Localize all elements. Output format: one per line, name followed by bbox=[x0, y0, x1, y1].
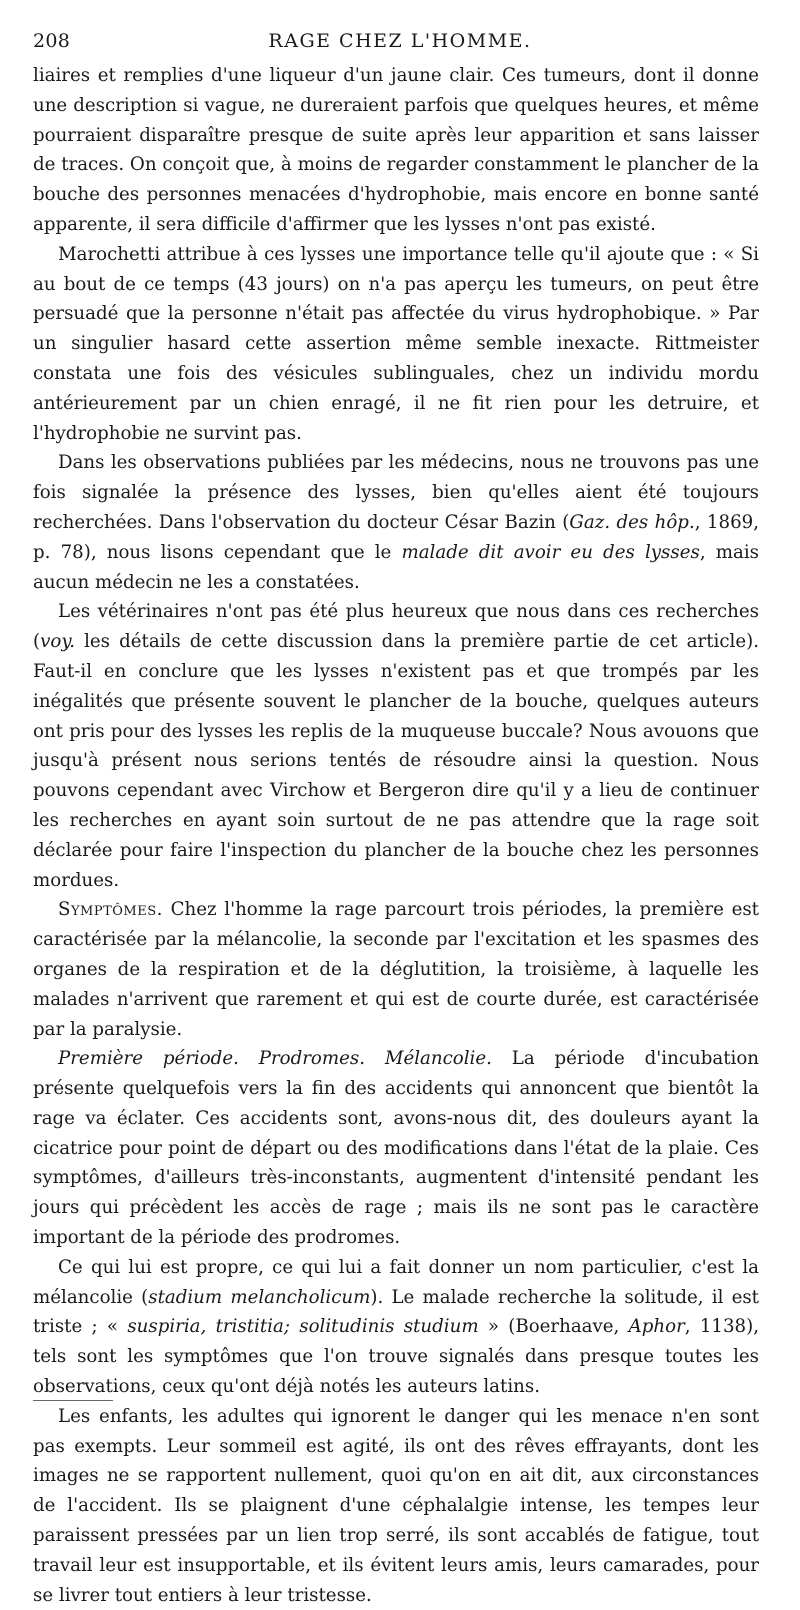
paragraph-symptomes bbox=[33, 895, 759, 1044]
paragraph-veterinaires bbox=[33, 597, 759, 895]
page-number: 208 bbox=[33, 30, 71, 52]
text-run: » (Boerhaave, bbox=[478, 1316, 629, 1338]
text-run: Chez l'homme la rage parcourt trois périodes, la première est caractérisée par la mélancolie, la seconde par l'excitation et les spasmes des organes de la respiration et de la déglutition, la troisième, à laquelle les malades n'arrivent que rarement et qui est de courte durée, est caractérisée par la paralysie. bbox=[33, 899, 759, 1040]
text-run: les détails de cette discussion dans la première partie de cet article). Faut-il en conclure que les lysses n'existent pas et que trompés par les inégalités que présente souvent le plancher de la bouche, quelques auteurs ont pris pour des lysses les replis de la muqueuse buccale? Nous avouons que jusqu'à présent nous serions tentés de résoudre ainsi la question. Nous pouvons cependant avec Virchow et Bergeron dire qu'il y a lieu de continuer les recherches en ayant soin surtout de ne pas attendre que la rage soit déclarée pour faire l'inspection du plancher de la bouche chez les personnes mordues. bbox=[33, 631, 759, 891]
latin-quote: suspiria, tristitia; solitudinis studium bbox=[127, 1316, 479, 1338]
text-run: Ce qui lui est propre, ce qui lui a fait donner un nom particulier, c'est la mélancolie ( bbox=[33, 1256, 759, 1308]
body-text bbox=[33, 61, 759, 1610]
text-run: , 1869, p. 78), nous lisons cependant que le bbox=[33, 511, 759, 563]
paragraph-observations bbox=[33, 448, 759, 597]
paragraph-enfants: Les enfants, les adultes qui ignorent le danger qui les menace n'en sont pas exempts. Leur sommeil est agité, ils ont des rêves effrayants, dont les images ne se rapportent nullement, quoi qu'on en ait dit, aux circonstances de l'accident. Ils se plaignent d'une céphalalgie intense, les tempes leur paraissent pressées par un lien trop serré, ils sont accablés de fatigue, tout travail leur est insupportable, et ils évitent leurs amis, leurs camarades, pour se livrer tout entiers à leur tristesse. bbox=[33, 1405, 759, 1606]
running-title: RAGE CHEZ L'HOMME. bbox=[268, 30, 532, 52]
citation-aphor: Aphor bbox=[628, 1316, 685, 1338]
end-rule bbox=[33, 1400, 113, 1405]
text-run: ). Le malade recherche la solitude, il est triste ; « bbox=[33, 1286, 759, 1338]
text-run: Les vétérinaires n'ont pas été plus heureux que nous dans ces recherches ( bbox=[33, 601, 759, 653]
text-run: La période d'incubation présente quelquefois vers la fin des accidents qui annoncent que bientôt la rage va éclater. Ces accidents sont, avons-nous dit, des douleurs ayant la cicatrice pour point de départ ou des modifications dans l'état de la plaie. Ces symptômes, d'ailleurs très-inconstants, augmentent d'intensité pendant les jours qui précèdent les accès de rage ; mais ils ne sont pas le caractère important de la période des prodromes. bbox=[33, 1048, 759, 1249]
latin-term: stadium melancholicum bbox=[148, 1286, 371, 1308]
paragraph-melancolie bbox=[33, 1253, 759, 1402]
citation-journal: Gaz. des hôp. bbox=[569, 511, 695, 533]
quoted-phrase: malade dit avoir eu des lysses bbox=[401, 541, 700, 563]
running-head bbox=[33, 30, 767, 60]
italic-voy: voy. bbox=[40, 631, 75, 653]
text-run: , mais aucun médecin ne les a constatées. bbox=[33, 541, 759, 593]
paragraph-premiere-periode bbox=[33, 1044, 759, 1253]
paragraph-marochetti: Marochetti attribue à ces lysses une importance telle qu'il ajoute que : « Si au bout de ce temps (43 jours) on n'a pas aperçu les tumeurs, on peut être persuadé que la personne n'était pas affectée du virus hydrophobique. » Par un singulier hasard cette assertion même semble inexacte. Rittmeister constata une fois des vésicules sublinguales, chez un individu mordu antérieurement par un chien enragé, il ne fit rien pour les detruire, et l'hydrophobie ne survint pas. bbox=[33, 243, 759, 444]
section-heading-premiere-periode: Première période. Prodromes. Mélancolie. bbox=[58, 1048, 492, 1070]
text-run: Dans les observations publiées par les médecins, nous ne trouvons pas une fois signalée la présence des lysses, bien qu'elles aient été toujours recherchées. Dans l'observation du docteur César Bazin ( bbox=[33, 452, 759, 533]
paragraph-continuation: liaires et remplies d'une liqueur d'un jaune clair. Ces tumeurs, dont il donne une description si vague, ne dureraient parfois que quelques heures, et même pourraient disparaître presque de suite après leur apparition et sans laisser de traces. On conçoit que, à moins de regarder constamment le plancher de la bouche des personnes menacées d'hydrophobie, mais encore en bonne santé apparente, il sera difficile d'affirmer que les lysses n'ont pas existé. bbox=[33, 65, 759, 235]
text-run: , 1138), tels sont les symptômes que l'on trouve signalés dans presque toutes les observations, ceux qu'ont déjà notés les auteurs latins. bbox=[33, 1316, 759, 1398]
section-heading-symptomes: Symptômes. bbox=[58, 899, 163, 921]
